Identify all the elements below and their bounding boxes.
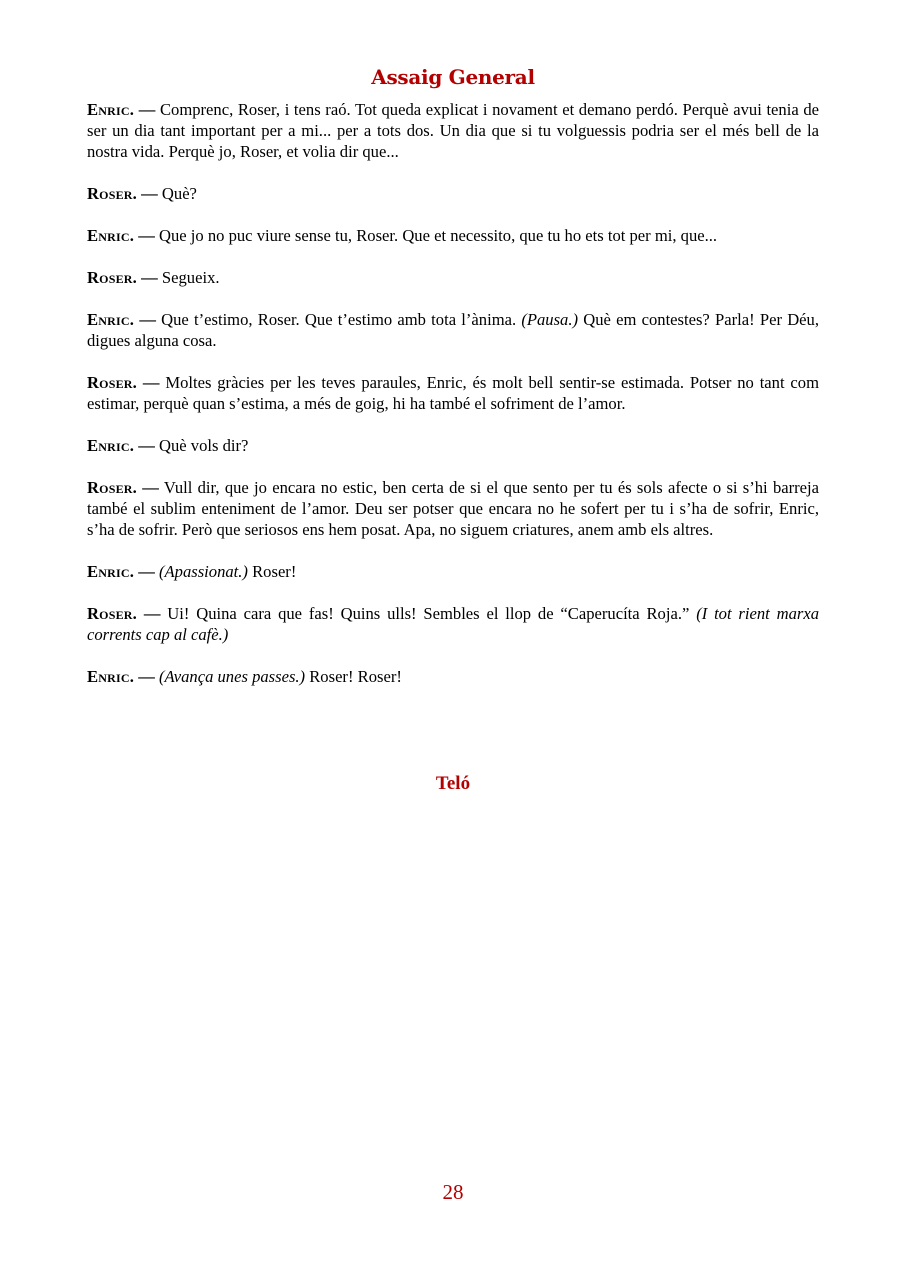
dialogue-line: [87, 309, 819, 351]
speaker-name: Roser.: [87, 373, 138, 392]
page-number: 28: [442, 1180, 464, 1204]
speaker-dash: —: [138, 436, 155, 455]
speaker-name: Enric.: [87, 667, 135, 686]
speech-text: Que jo no puc viure sense tu, Roser. Que et necessito, que tu ho ets tot per mi, que...: [154, 226, 718, 245]
speaker-dash: —: [142, 373, 160, 392]
speaker-name: Roser.: [87, 604, 138, 623]
speech-text: Que t’estimo, Roser. Que t’estimo amb tota l’ànima.: [155, 310, 522, 329]
speaker-name: Enric.: [87, 562, 135, 581]
dialogue-line: [87, 225, 819, 246]
speaker-dash: —: [138, 100, 156, 119]
speech-text: Vull dir, que jo encara no estic, ben certa de si el que sento per tu és sols afecte o si s’hi barreja també el sublim enteniment de l’amor. Deu ser potser que encara no he sofert per tu i s’ha de sofrir, Enric, s’ha de sofrir. Però que seriosos ens hem posat. Apa, no siguem criatures, anem amb els altres.: [87, 478, 819, 539]
dialogue-body: [87, 99, 819, 708]
speaker-name: Roser.: [87, 268, 138, 287]
speaker-dash: —: [141, 268, 158, 287]
stage-direction: (Avança unes passes.): [159, 667, 306, 686]
speaker-dash: —: [139, 310, 156, 329]
dialogue-line: [87, 477, 819, 540]
speech-text: Roser!: [247, 562, 297, 581]
speaker-name: Roser.: [87, 184, 138, 203]
speaker-dash: —: [142, 478, 159, 497]
dialogue-line: [87, 435, 819, 456]
speech-text: Què?: [157, 184, 197, 203]
speech-text: Què em contestes? Parla! Per Déu, digues alguna cosa.: [87, 310, 819, 350]
speaker-name: Enric.: [87, 310, 135, 329]
dialogue-line: [87, 603, 819, 645]
speech-text: Què vols dir?: [154, 436, 249, 455]
stage-direction: (Pausa.): [521, 310, 579, 329]
dialogue-line: [87, 666, 819, 687]
speaker-dash: —: [143, 604, 161, 623]
speaker-name: Enric.: [87, 436, 135, 455]
dialogue-line: [87, 561, 819, 582]
speaker-dash: —: [138, 226, 155, 245]
speech-text: Ui! Quina cara que fas! Quins ulls! Sembles el llop de “Caperucíta Roja.”: [160, 604, 697, 623]
speech-text: Comprenc, Roser, i tens raó. Tot queda explicat i novament et demano perdó. Perquè avui tenia de ser un dia tant important per a mi... per a tots dos. Un dia que si tu volguessis podria ser el més bell de la nostra vida. Perquè jo, Roser, et volia dir que...: [87, 100, 819, 161]
dialogue-line: [87, 267, 819, 288]
speaker-name: Roser.: [87, 478, 138, 497]
speaker-name: Enric.: [87, 100, 135, 119]
stage-direction: (Apassionat.): [159, 562, 248, 581]
speaker-dash: —: [138, 667, 155, 686]
speaker-name: Enric.: [87, 226, 135, 245]
speech-text: Roser! Roser!: [305, 667, 402, 686]
dialogue-line: [87, 372, 819, 414]
speaker-dash: —: [141, 184, 158, 203]
curtain-label: Teló: [435, 773, 471, 794]
dialogue-line: [87, 99, 819, 162]
page-title: Assaig General: [371, 65, 535, 90]
speech-text: Segueix.: [157, 268, 220, 287]
stage-direction: (I tot rient marxa corrents cap al cafè.): [87, 604, 819, 644]
dialogue-line: [87, 183, 819, 204]
speaker-dash: —: [138, 562, 155, 581]
speech-text: Moltes gràcies per les teves paraules, Enric, és molt bell sentir-se estimada. Potser no tant com estimar, perquè quan s’estima, a més de goig, hi ha també el sofriment de l’amor.: [87, 373, 819, 413]
